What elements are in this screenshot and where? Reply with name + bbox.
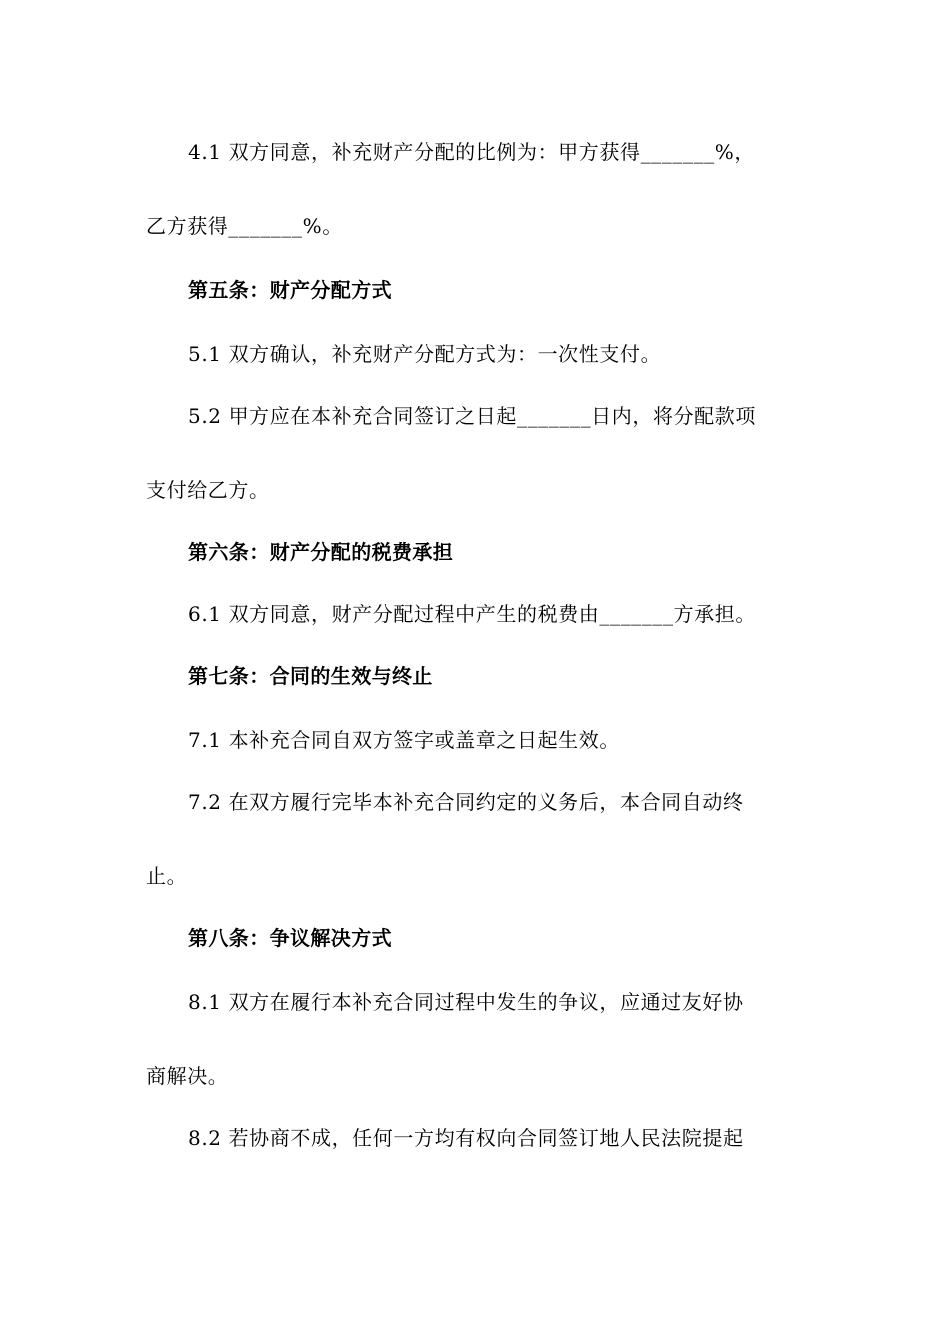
clause-8-2-line-1: 8.2 若协商不成，任何一方均有权向合同签订地人民法院提起	[188, 1126, 744, 1150]
clause-8-1-line-1: 8.1 双方在履行本补充合同过程中发生的争议，应通过友好协	[188, 990, 744, 1014]
article-7-heading: 第七条：合同的生效与终止	[188, 664, 433, 688]
clause-6-1: 6.1 双方同意，财产分配过程中产生的税费由_______方承担。	[188, 602, 756, 626]
clause-7-2-line-2: 止。	[146, 864, 188, 888]
clause-8-1-line-2: 商解决。	[146, 1064, 229, 1088]
clause-5-1: 5.1 双方确认，补充财产分配方式为：一次性支付。	[188, 342, 662, 366]
clause-4-1-line-2: 乙方获得_______%。	[146, 214, 343, 238]
article-5-heading: 第五条：财产分配方式	[188, 278, 392, 302]
clause-7-1: 7.1 本补充合同自双方签字或盖章之日起生效。	[188, 728, 620, 752]
article-6-heading: 第六条：财产分配的税费承担	[188, 540, 454, 564]
clause-5-2-line-1: 5.2 甲方应在本补充合同签订之日起_______日内，将分配款项	[188, 404, 756, 428]
clause-5-2-line-2: 支付给乙方。	[146, 478, 270, 502]
article-8-heading: 第八条：争议解决方式	[188, 926, 392, 950]
clause-4-1-line-1: 4.1 双方同意，补充财产分配的比例为：甲方获得_______%，	[188, 140, 755, 164]
clause-7-2-line-1: 7.2 在双方履行完毕本补充合同约定的义务后，本合同自动终	[188, 790, 744, 814]
